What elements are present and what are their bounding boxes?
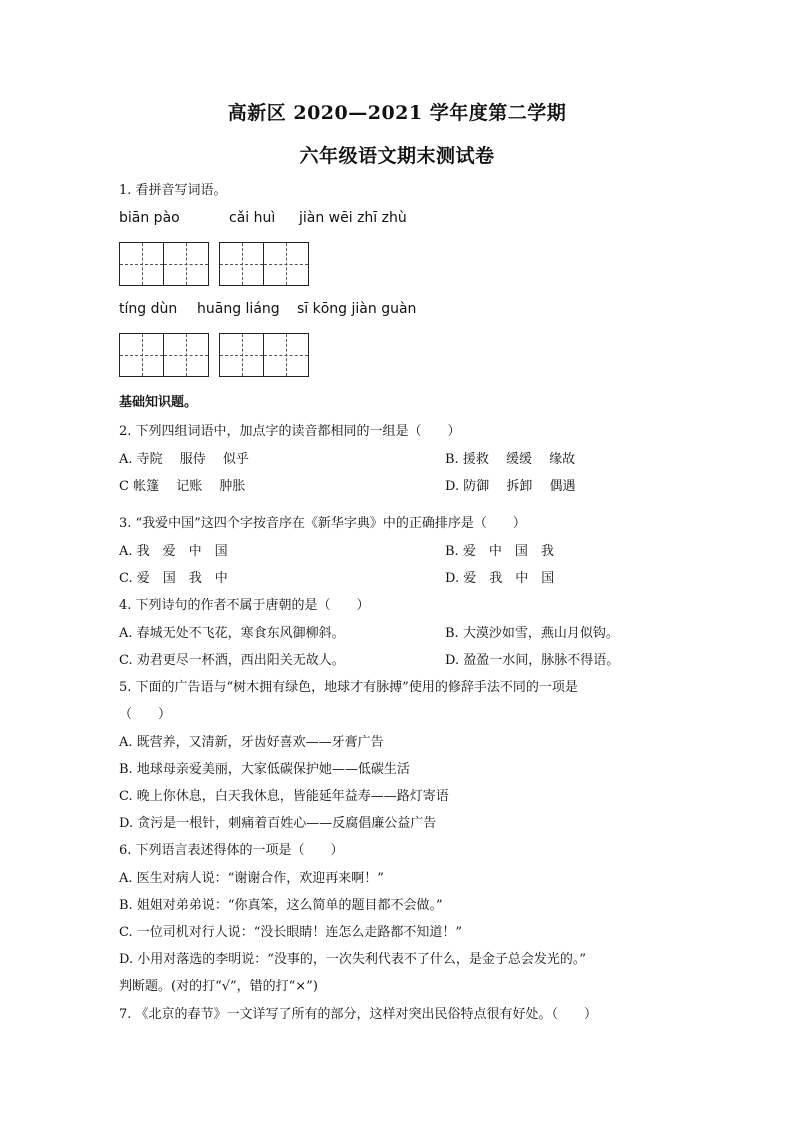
q2-option-b: B. 援救 缓缓 缘故 xyxy=(445,452,576,467)
section-true-false: 判断题。(对的打“√”，错的打“×”) xyxy=(119,979,318,994)
q3-option-b: B. 爱 中 国 我 xyxy=(445,544,554,559)
q2-stem: 2. 下列四组词语中，加点字的读音都相同的一组是（ ） xyxy=(119,424,461,439)
q4-option-d: D. 盈盈一水间，脉脉不得语。 xyxy=(445,653,620,668)
q3-option-d: D. 爱 我 中 国 xyxy=(445,571,555,586)
exam-title-line2: 六年级语文期末测试卷 xyxy=(299,145,495,167)
writing-cell xyxy=(264,334,308,376)
writing-cell xyxy=(220,334,264,376)
pinyin-word: cǎi huì xyxy=(229,210,276,226)
q5-option-b: B. 地球母亲爱美丽，大家低碳保护她——低碳生活 xyxy=(119,762,410,777)
section-basic-knowledge: 基础知识题。 xyxy=(119,395,198,410)
writing-cell xyxy=(164,243,208,285)
pinyin-word: huāng liáng xyxy=(197,301,280,317)
q6-option-c: C. 一位司机对行人说：“没长眼睛！连怎么走路都不知道！” xyxy=(119,925,463,940)
q5-option-a: A. 既营养，又清新，牙齿好喜欢——牙膏广告 xyxy=(119,735,384,750)
exam-title-line1: 高新区 2020—2021 学年度第二学期 xyxy=(227,102,567,124)
writing-grid[interactable] xyxy=(119,242,209,286)
pinyin-row-2 xyxy=(119,301,416,317)
pinyin-word: tíng dùn xyxy=(119,301,178,317)
q3-option-c: C. 爱 国 我 中 xyxy=(119,571,228,586)
q4-option-c: C. 劝君更尽一杯酒，西出阳关无故人。 xyxy=(119,653,345,668)
writing-grid[interactable] xyxy=(219,333,309,377)
q2-option-a: A. 寺院 服侍 似乎 xyxy=(119,452,249,467)
writing-cell xyxy=(164,334,208,376)
writing-grid[interactable] xyxy=(219,242,309,286)
pinyin-row-1 xyxy=(119,210,407,226)
q6-option-b: B. 姐姐对弟弟说：“你真笨，这么简单的题目都不会做。” xyxy=(119,898,443,913)
q6-stem: 6. 下列语言表述得体的一项是（ ） xyxy=(119,843,344,858)
q4-stem: 4. 下列诗句的作者不属于唐朝的是（ ） xyxy=(119,598,370,613)
q6-option-d: D. 小用对落选的李明说：“没事的，一次失利代表不了什么，是金子总会发光的。” xyxy=(119,952,587,967)
q5-option-c: C. 晚上你休息，白天我休息，皆能延年益寿——路灯寄语 xyxy=(119,789,449,804)
writing-cell xyxy=(220,243,264,285)
writing-cell xyxy=(120,243,164,285)
q7-stem: 7. 《北京的春节》一文详写了所有的部分，这样对突出民俗特点很有好处。（ ） xyxy=(119,1007,598,1022)
pinyin-word: biān pào xyxy=(119,210,180,226)
q5-stem: 5. 下面的广告语与“树木拥有绿色，地球才有脉搏”使用的修辞手法不同的一项是 xyxy=(119,680,578,695)
writing-cell xyxy=(120,334,164,376)
writing-grid[interactable] xyxy=(119,333,209,377)
q3-option-a: A. 我 爱 中 国 xyxy=(119,544,228,559)
q3-stem: 3. “我爱中国”这四个字按音序在《新华字典》中的正确排序是（ ） xyxy=(119,516,526,531)
q4-option-b: B. 大漠沙如雪，燕山月似钩。 xyxy=(445,626,619,641)
q4-option-a: A. 春城无处不飞花，寒食东风御柳斜。 xyxy=(119,626,345,641)
q6-option-a: A. 医生对病人说：“谢谢合作，欢迎再来啊！” xyxy=(119,871,384,886)
q2-option-d: D. 防御 拆卸 偶遇 xyxy=(445,479,576,494)
q5-option-d: D. 贪污是一根针，刺痛着百姓心——反腐倡廉公益广告 xyxy=(119,816,437,831)
q2-option-c: C 帐篷 记账 肿胀 xyxy=(119,479,246,494)
pinyin-word: jiàn wēi zhī zhù xyxy=(299,210,407,226)
writing-cell xyxy=(264,243,308,285)
q1-stem: 1. 看拼音写词语。 xyxy=(119,183,227,198)
pinyin-word: sī kōng jiàn guàn xyxy=(297,301,417,317)
q5-stem-continuation: （ ） xyxy=(119,707,172,722)
